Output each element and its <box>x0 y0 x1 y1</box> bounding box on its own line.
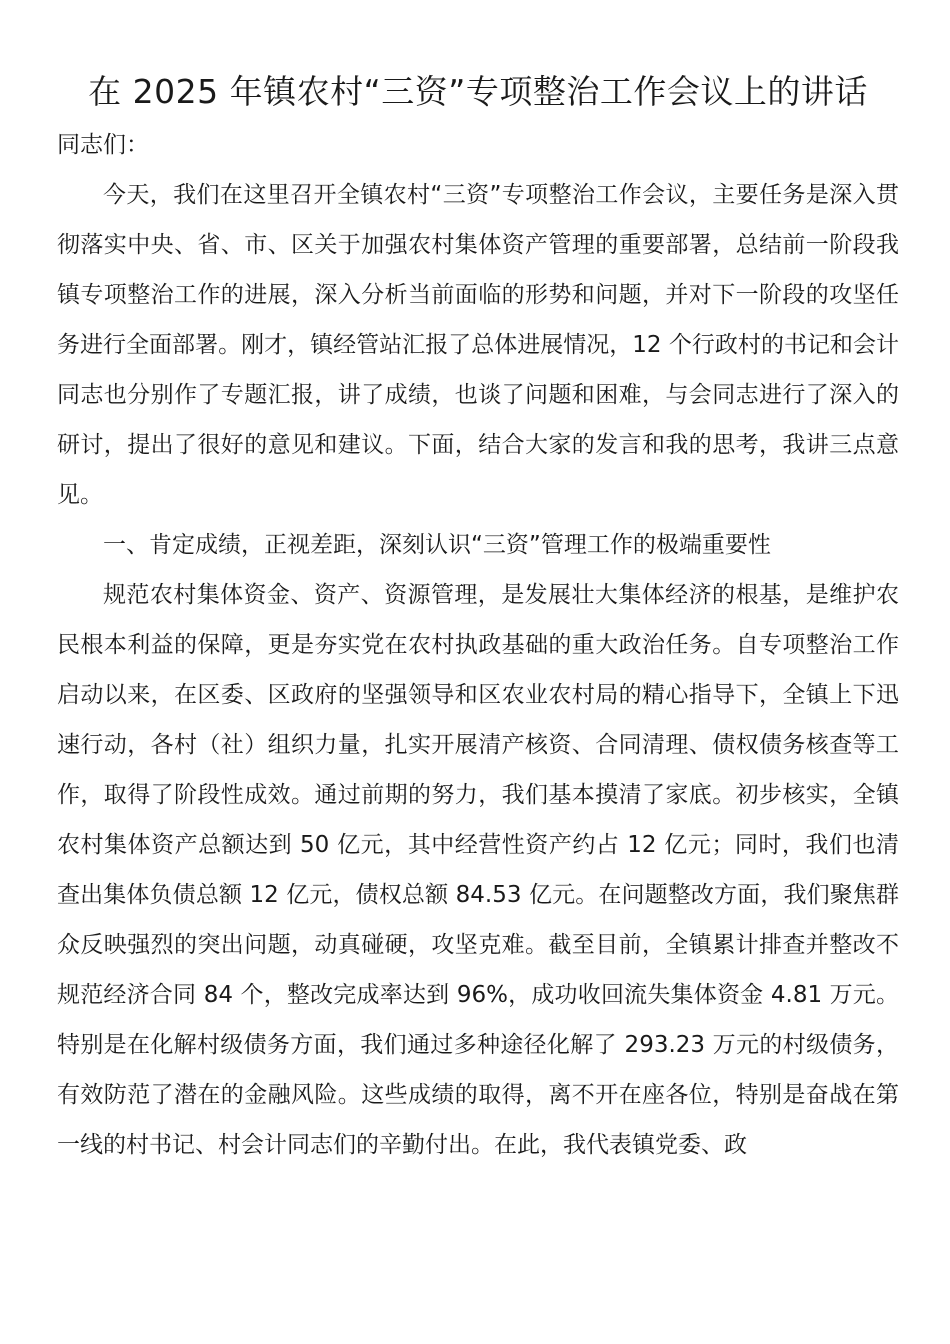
document-page <box>57 66 899 1170</box>
salutation: 同志们： <box>57 132 149 158</box>
section-1-paragraph: 规范农村集体资金、资产、资源管理，是发展壮大集体经济的根基，是维护农民根本利益的保障，更是夯实党在农村执政基础的重大政治任务。自专项整治工作启动以来，在区委、区政府的坚强领导和区农业农村局的精心指导下，全镇上下迅速行动，各村（社）组织力量，扎实开展清产核资、合同清理、债权债务核查等工作，取得了阶段性成效。通过前期的努力，我们基本摸清了家底。初步核实，全镇农村集体资产总额达到 50 亿元，其中经营性资产约占 12 亿元；同时，我们也清查出集体负债总额 12 亿元，债权总额 84.53 亿元。在问题整改方面，我们聚焦群众反映强烈的突出问题，动真碰硬，攻坚克难。截至目前，全镇累计排查并整改不规范经济合同 84 个，整改完成率达到 96%，成功收回流失集体资金 4.81 万元。特别是在化解村级债务方面，我们通过多种途径化解了 293.23 万元的村级债务，有效防范了潜在的金融风险。这些成绩的取得，离不开在座各位，特别是奋战在第一线的村书记、村会计同志们的辛勤付出。在此，我代表镇党委、政 <box>57 582 899 1158</box>
section-heading-1: 一、肯定成绩，正视差距，深刻认识“三资”管理工作的极端重要性 <box>103 532 771 558</box>
document-title: 在 2025 年镇农村“三资”专项整治工作会议上的讲话 <box>88 72 868 111</box>
intro-paragraph: 今天，我们在这里召开全镇农村“三资”专项整治工作会议，主要任务是深入贯彻落实中央、省、市、区关于加强农村集体资产管理的重要部署，总结前一阶段我镇专项整治工作的进展，深入分析当前面临的形势和问题，并对下一阶段的攻坚任务进行全面部署。刚才，镇经管站汇报了总体进展情况，12 个行政村的书记和会计同志也分别作了专题汇报，讲了成绩，也谈了问题和困难，与会同志进行了深入的研讨，提出了很好的意见和建议。下面，结合大家的发言和我的思考，我讲三点意见。 <box>57 182 899 508</box>
